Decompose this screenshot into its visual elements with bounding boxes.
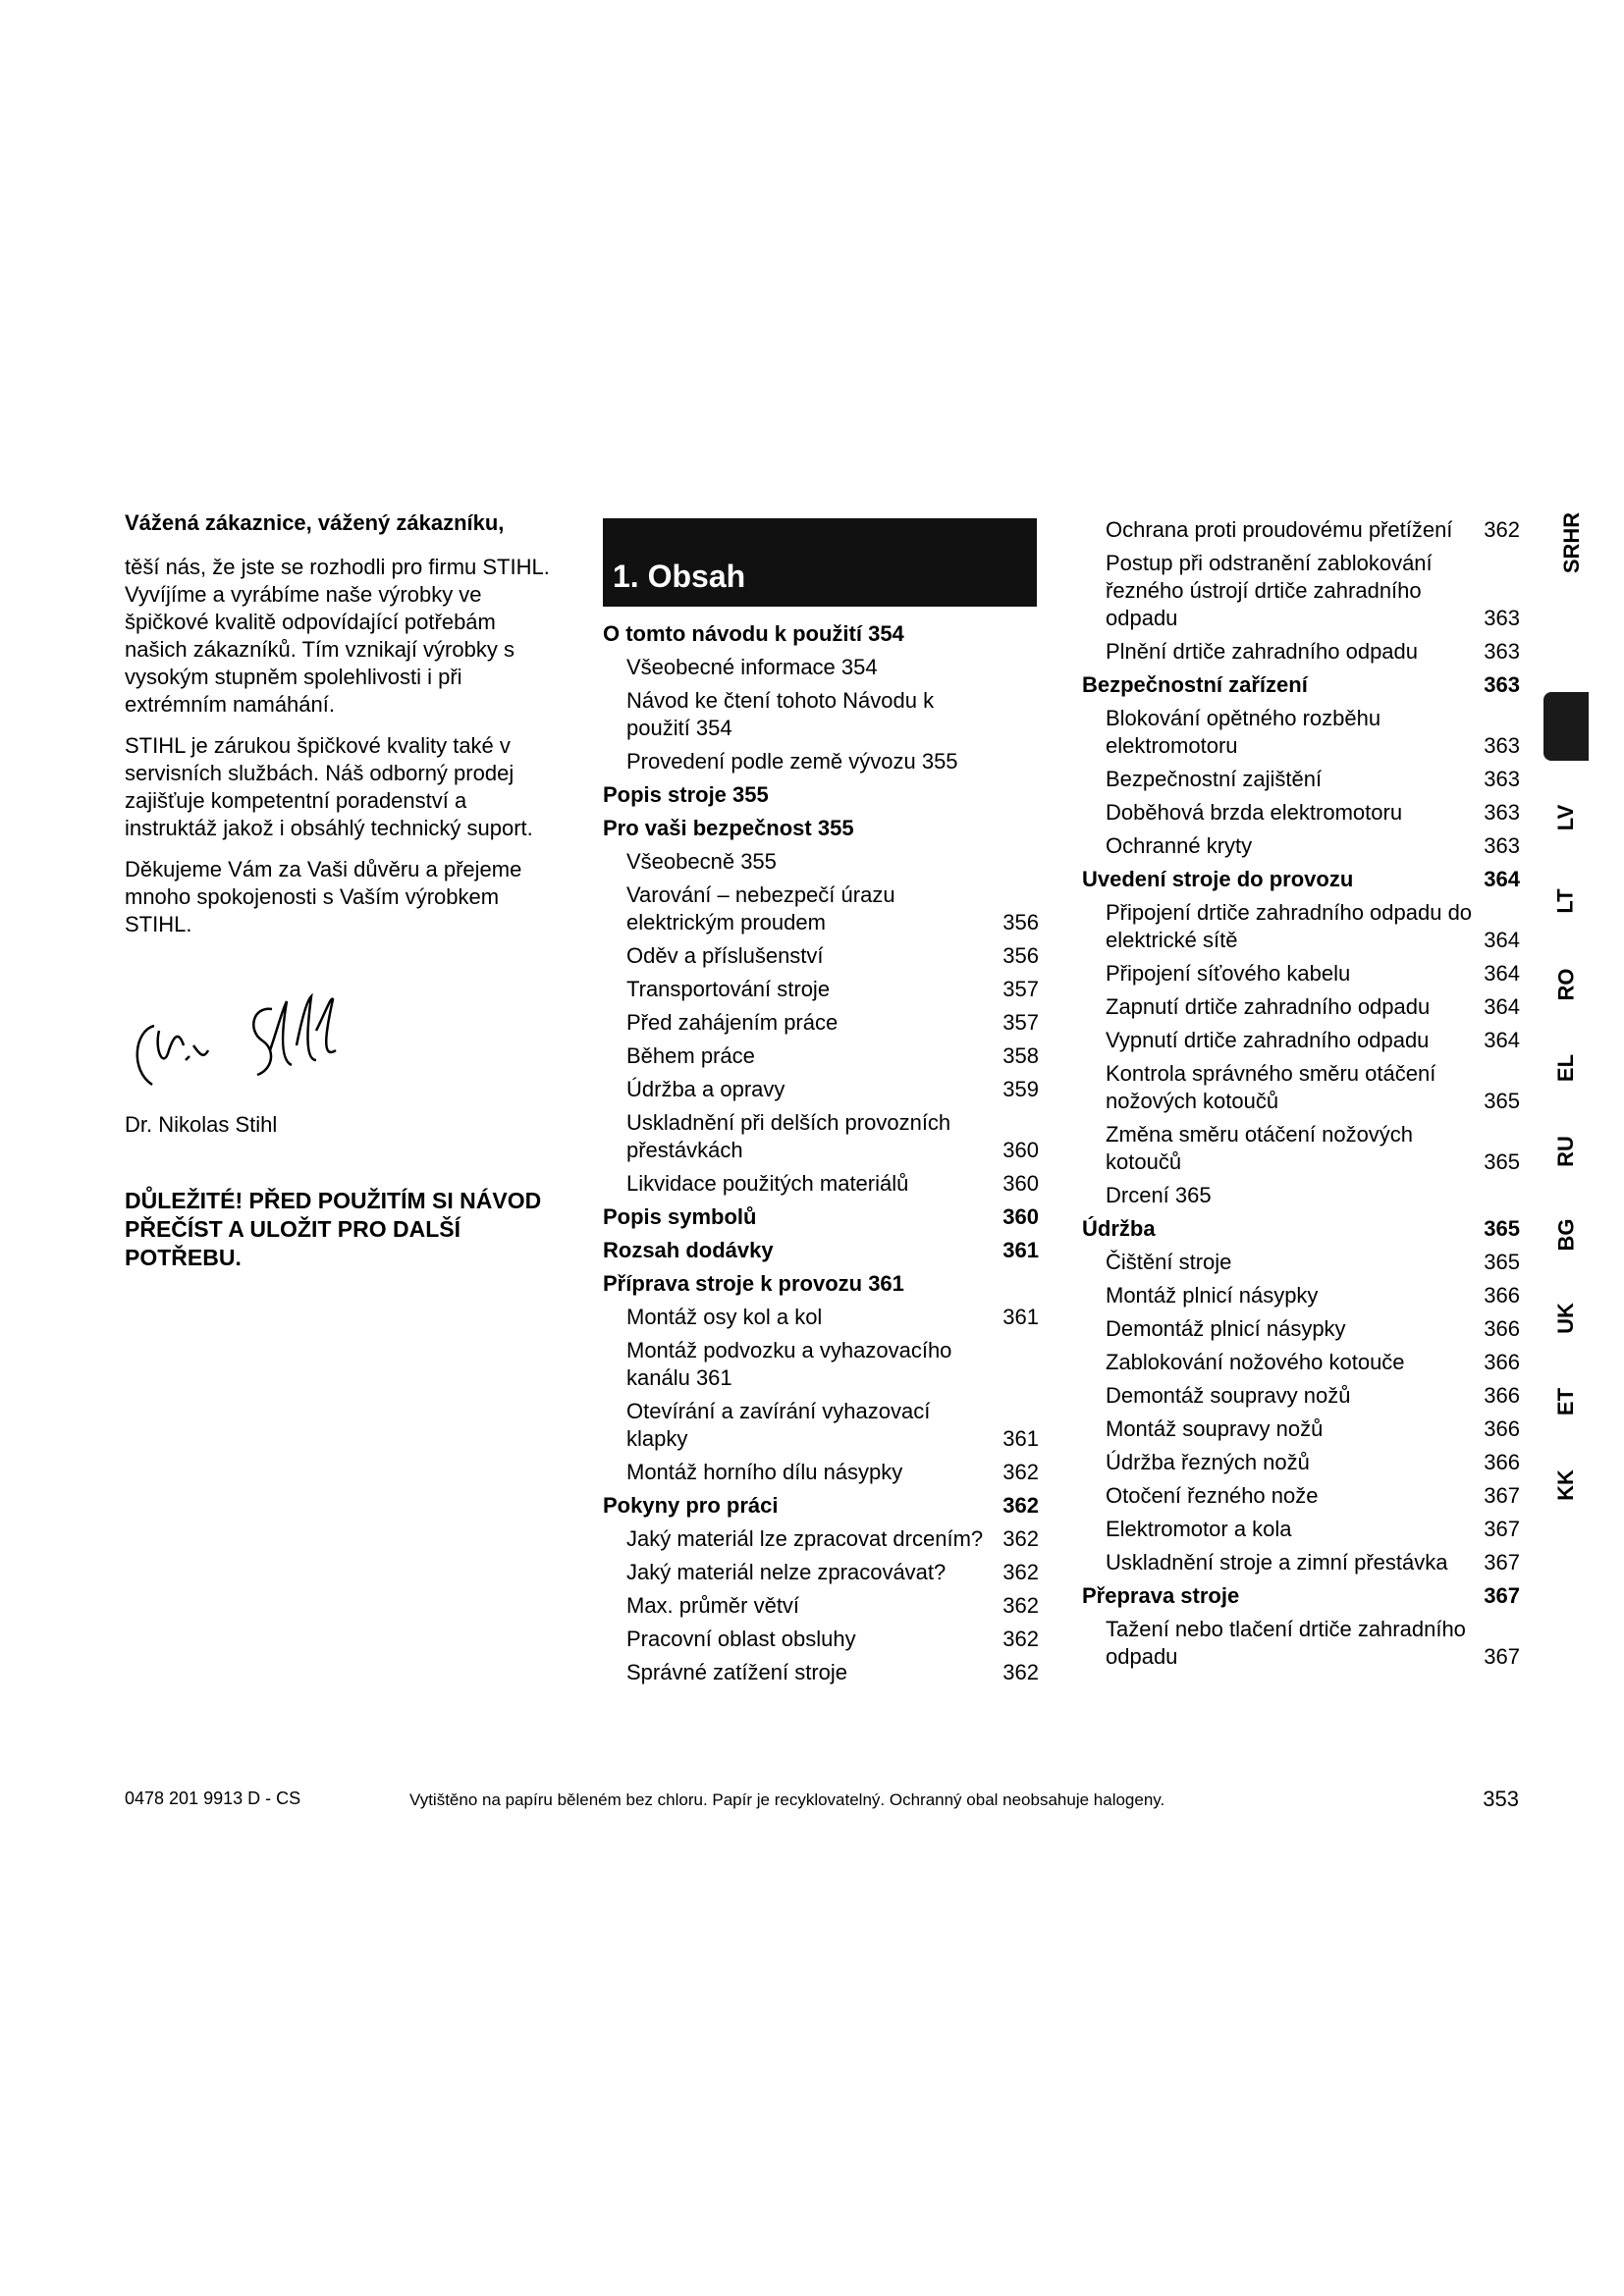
toc-entry-page: 364 <box>1484 928 1520 952</box>
toc-entry <box>1082 766 1520 793</box>
toc-entry <box>1082 866 1520 893</box>
letter <box>125 510 557 1272</box>
toc-entry-title: Max. průměr větví <box>626 1593 800 1618</box>
language-tab <box>1542 968 1591 1001</box>
toc-entry <box>1082 832 1520 860</box>
toc-entry-page: 362 <box>1002 1493 1039 1518</box>
toc-entry-page: 363 <box>1484 672 1520 697</box>
toc-entry-title: Jaký materiál lze zpracovat drcením? <box>626 1526 984 1551</box>
toc-entry-page: 364 <box>1484 867 1520 891</box>
language-tab-label: EL <box>1553 1053 1578 1083</box>
toc-entry <box>603 1525 1039 1553</box>
toc-entry-title: Popis symbolů <box>603 1204 757 1229</box>
toc-entry-page: 362 <box>1002 1526 1039 1551</box>
toc-entry <box>603 620 1039 648</box>
toc-entry <box>1082 516 1520 544</box>
toc-entry-page: 367 <box>1484 1583 1520 1608</box>
toc-entry-title: Transportování stroje <box>626 977 831 1001</box>
toc-entry-title: Tažení nebo tlačení drtiče zahradního odpadu <box>1106 1617 1466 1669</box>
toc-entry-page: 362 <box>1002 1593 1039 1618</box>
toc-title-banner <box>603 518 1037 607</box>
language-tab <box>1542 888 1591 914</box>
toc-entry-page: 361 <box>1002 1238 1039 1262</box>
toc-entry <box>603 976 1039 1003</box>
toc-entry <box>1082 960 1520 988</box>
toc-entry-page: 357 <box>1002 1010 1039 1035</box>
language-sidebar <box>1542 481 1591 1522</box>
toc-entry-title: Zablokování nožového kotouče <box>1106 1350 1405 1374</box>
toc-entry <box>603 1270 1039 1298</box>
toc-entry-title: Elektromotor a kola <box>1106 1517 1292 1541</box>
toc-entry-title: Přeprava stroje <box>1082 1583 1240 1608</box>
language-tab <box>1542 805 1591 830</box>
language-tab-label: BG <box>1553 1218 1578 1252</box>
toc-entry <box>603 1170 1039 1198</box>
toc-entry-title: Demontáž plnicí násypky <box>1106 1316 1346 1341</box>
toc-entry <box>603 687 1039 742</box>
language-tab-label: RU <box>1553 1136 1578 1167</box>
toc-entry-page: 367 <box>1484 1644 1520 1669</box>
toc-entry <box>603 942 1039 970</box>
letter-paragraph: Děkujeme Vám za Vaši důvěru a přejeme mnoho spokojenosti s Vaším výrobkem STIHL. <box>125 857 522 936</box>
toc-entry <box>1082 1121 1520 1176</box>
toc-entry <box>603 881 1039 936</box>
toc-entry-title: Montáž podvozku a vyhazovacího kanálu 361 <box>626 1338 952 1390</box>
toc-entry-page: 362 <box>1002 1627 1039 1651</box>
language-tab-label: LT <box>1553 888 1578 914</box>
toc-entry-page: 366 <box>1484 1283 1520 1308</box>
toc-entry-page: 367 <box>1484 1517 1520 1541</box>
toc-entry <box>1082 1060 1520 1115</box>
toc-entry-title: Všeobecné informace 354 <box>626 655 878 679</box>
language-tab <box>1542 1389 1591 1415</box>
toc-entry-title: Údržba a opravy <box>626 1077 785 1101</box>
toc-entry-title: Ochrana proti proudovému přetížení <box>1106 517 1453 542</box>
toc-entry-page: 362 <box>1002 1460 1039 1484</box>
toc-entry-page: 360 <box>1002 1171 1039 1196</box>
toc-entry-page: 364 <box>1484 1028 1520 1052</box>
toc-entry-page: 357 <box>1002 977 1039 1001</box>
toc-entry-title: O tomto návodu k použití 354 <box>603 621 904 646</box>
toc-entry <box>603 1459 1039 1486</box>
toc-entry <box>1082 1249 1520 1276</box>
toc-entry-title: Plnění drtiče zahradního odpadu <box>1106 639 1419 664</box>
signer-name: Dr. Nikolas Stihl <box>125 1112 278 1137</box>
footer-note: Vytištěno na papíru běleném bez chloru. Papír je recyklovatelný. Ochranný obal neobsahuje halogeny. <box>409 1790 1165 1809</box>
toc-entry <box>1082 1582 1520 1610</box>
toc-entry <box>603 1076 1039 1103</box>
toc-entry-title: Čištění stroje <box>1106 1250 1232 1274</box>
toc-entry-title: Změna směru otáčení nožových kotoučů <box>1106 1122 1414 1174</box>
letter-paragraph: těší nás, že jste se rozhodli pro firmu STIHL. Vyvíjíme a vyrábíme naše výrobky ve špičkové kvalitě odpovídající potřebám našich zákazníků. Tím vznikají výrobky s vysokým stupněm spolehlivosti i při extrémním namáhání. <box>125 555 550 717</box>
toc-entry <box>1082 1382 1520 1410</box>
toc-entry <box>603 1237 1039 1264</box>
toc-entry-title: Návod ke čtení tohoto Návodu k použití 354 <box>626 688 935 740</box>
toc-entry-page: 361 <box>1002 1426 1039 1451</box>
toc-entry <box>603 1559 1039 1586</box>
toc-entry <box>603 1492 1039 1520</box>
toc-entry <box>1082 1415 1520 1443</box>
toc-entry-title: Otevírání a zavírání vyhazovací klapky <box>626 1399 931 1451</box>
toc-entry <box>603 748 1039 775</box>
toc-entry <box>1082 671 1520 699</box>
important-notice: DŮLEŽITÉ! PŘED POUŽITÍM SI NÁVOD PŘEČÍST A ULOŽIT PRO DALŠÍ POTŘEBU. <box>125 1188 542 1270</box>
toc-entry-page: 362 <box>1002 1660 1039 1684</box>
language-tab-label: UK <box>1553 1303 1578 1334</box>
toc-entry-page: 356 <box>1002 910 1039 934</box>
toc-title: 1. Obsah <box>613 559 746 594</box>
toc-entry <box>603 815 1039 842</box>
language-tab-label: SRHR <box>1559 511 1585 574</box>
toc-entry-title: Uskladnění stroje a zimní přestávka <box>1106 1550 1448 1575</box>
language-tab <box>1542 1136 1591 1167</box>
toc-entry-page: 356 <box>1002 943 1039 968</box>
toc-entry-page: 360 <box>1002 1138 1039 1162</box>
toc-entry-page: 367 <box>1484 1483 1520 1508</box>
toc-entry-title: Bezpečnostní zajištění <box>1106 767 1323 791</box>
toc-entry <box>603 1337 1039 1392</box>
toc-entry-page: 363 <box>1484 733 1520 758</box>
toc-entry <box>1082 1482 1520 1510</box>
toc-entry <box>603 1626 1039 1653</box>
toc-entry-page: 363 <box>1484 606 1520 630</box>
toc-entry-page: 366 <box>1484 1316 1520 1341</box>
toc-entry-page: 366 <box>1484 1450 1520 1474</box>
language-tab-label: LV <box>1552 804 1578 831</box>
toc-entry-page: 365 <box>1484 1250 1520 1274</box>
toc-entry-title: Blokování opětného rozběhu elektromotoru <box>1106 706 1381 758</box>
toc-entry-page: 363 <box>1484 800 1520 825</box>
toc-entry-title: Pokyny pro práci <box>603 1493 779 1518</box>
toc-entry <box>603 781 1039 809</box>
toc-entry <box>1082 1315 1520 1343</box>
toc-entry-page: 364 <box>1484 994 1520 1019</box>
toc-entry-page: 362 <box>1002 1560 1039 1584</box>
toc-column-2 <box>1082 516 1520 1677</box>
language-tab-label: RO <box>1553 968 1578 1001</box>
toc-entry-title: Všeobecně 355 <box>626 849 777 874</box>
toc-entry <box>1082 1282 1520 1309</box>
toc-entry-title: Montáž soupravy nožů <box>1106 1416 1324 1441</box>
document-code: 0478 201 9913 D - CS <box>125 1789 301 1808</box>
letter-greeting: Vážená zákaznice, vážený zákazníku, <box>125 510 505 535</box>
toc-entry-title: Správné zatížení stroje <box>626 1660 848 1684</box>
language-tab <box>1542 1055 1591 1081</box>
toc-entry-page: 366 <box>1484 1350 1520 1374</box>
toc-entry <box>1082 799 1520 827</box>
toc-entry-title: Montáž osy kol a kol <box>626 1305 823 1329</box>
toc-entry-title: Zapnutí drtiče zahradního odpadu <box>1106 994 1431 1019</box>
page-number: 353 <box>1483 1787 1519 1811</box>
toc-entry <box>1082 1349 1520 1376</box>
active-language-tab <box>1543 692 1589 761</box>
toc-entry <box>603 1042 1039 1070</box>
toc-entry <box>1082 1182 1520 1209</box>
toc-entry <box>1082 1549 1520 1576</box>
toc-entry <box>1082 1516 1520 1543</box>
toc-entry <box>603 1398 1039 1453</box>
toc-entry-page: 365 <box>1484 1149 1520 1174</box>
toc-entry-title: Uskladnění při delších provozních přestávkách <box>626 1110 951 1162</box>
toc-entry-title: Údržba řezných nožů <box>1106 1450 1310 1474</box>
toc-entry <box>1082 1449 1520 1476</box>
toc-entry-page: 363 <box>1484 833 1520 858</box>
toc-entry <box>603 1304 1039 1331</box>
toc-entry-title: Údržba <box>1082 1216 1156 1241</box>
toc-entry <box>1082 993 1520 1021</box>
language-tab-label: ET <box>1553 1387 1578 1416</box>
toc-entry <box>603 1009 1039 1037</box>
toc-entry-page: 365 <box>1484 1089 1520 1113</box>
toc-entry-page: 366 <box>1484 1383 1520 1408</box>
toc-entry-page: 360 <box>1002 1204 1039 1229</box>
toc-entry-title: Montáž plnicí násypky <box>1106 1283 1319 1308</box>
language-tab <box>1542 511 1591 574</box>
toc-entry <box>1082 1215 1520 1243</box>
toc-entry-title: Ochranné kryty <box>1106 833 1253 858</box>
toc-entry-title: Vypnutí drtiče zahradního odpadu <box>1106 1028 1430 1052</box>
language-tab <box>1542 1303 1591 1334</box>
language-tab-label: KK <box>1553 1469 1578 1501</box>
toc-entry-page: 363 <box>1484 639 1520 664</box>
toc-entry <box>1082 705 1520 760</box>
toc-entry-title: Doběhová brzda elektromotoru <box>1106 800 1403 825</box>
language-tab <box>1542 1469 1591 1501</box>
toc-entry <box>603 1659 1039 1686</box>
toc-entry-title: Uvedení stroje do provozu <box>1082 867 1354 891</box>
toc-entry-page: 365 <box>1484 1216 1520 1241</box>
toc-entry <box>603 1109 1039 1164</box>
toc-entry-title: Pro vaši bezpečnost 355 <box>603 816 854 840</box>
toc-entry-title: Pracovní oblast obsluhy <box>626 1627 856 1651</box>
toc-entry <box>603 1592 1039 1620</box>
toc-entry-page: 364 <box>1484 961 1520 986</box>
toc-entry-title: Postup při odstranění zablokování řezného ústrojí drtiče zahradního odpadu <box>1106 551 1433 630</box>
toc-entry <box>1082 899 1520 954</box>
toc-entry-title: Montáž horního dílu násypky <box>626 1460 903 1484</box>
toc-entry-title: Otočení řezného nože <box>1106 1483 1319 1508</box>
toc-entry <box>1082 550 1520 632</box>
toc-entry-page: 367 <box>1484 1550 1520 1575</box>
toc-entry-title: Popis stroje 355 <box>603 782 769 807</box>
toc-entry-title: Provedení podle země vývozu 355 <box>626 749 958 774</box>
toc-entry-title: Před zahájením práce <box>626 1010 839 1035</box>
toc-entry-page: 359 <box>1002 1077 1039 1101</box>
toc-entry-title: Bezpečnostní zařízení <box>1082 672 1308 697</box>
toc-entry-page: 362 <box>1484 517 1520 542</box>
toc-entry-title: Oděv a příslušenství <box>626 943 824 968</box>
toc-entry <box>1082 1616 1520 1671</box>
toc-entry <box>603 1203 1039 1231</box>
toc-entry-title: Drcení 365 <box>1106 1183 1212 1207</box>
toc-entry-title: Příprava stroje k provozu 361 <box>603 1271 904 1296</box>
toc-entry-title: Připojení drtiče zahradního odpadu do elektrické sítě <box>1106 900 1473 952</box>
toc-entry-page: 358 <box>1002 1043 1039 1068</box>
toc-entry <box>603 654 1039 681</box>
signature-icon <box>125 991 341 1099</box>
toc-column-1 <box>603 620 1039 1692</box>
toc-entry-title: Rozsah dodávky <box>603 1238 774 1262</box>
toc-entry-page: 366 <box>1484 1416 1520 1441</box>
letter-paragraph: STIHL je zárukou špičkové kvality také v servisních službách. Náš odborný prodej zajišťuje kompetentní poradenství a instruktáž jakož i obsáhlý technický suport. <box>125 733 533 840</box>
toc-entry-title: Připojení síťového kabelu <box>1106 961 1351 986</box>
toc-entry-title: Demontáž soupravy nožů <box>1106 1383 1351 1408</box>
toc-entry-title: Během práce <box>626 1043 755 1068</box>
toc-entry <box>1082 638 1520 666</box>
language-tab <box>1542 1218 1591 1252</box>
toc-entry-title: Kontrola správného směru otáčení nožových kotoučů <box>1106 1061 1436 1113</box>
toc-entry-page: 363 <box>1484 767 1520 791</box>
toc-entry <box>603 848 1039 876</box>
toc-entry-page: 361 <box>1002 1305 1039 1329</box>
toc-entry <box>1082 1027 1520 1054</box>
toc-entry-title: Likvidace použitých materiálů <box>626 1171 909 1196</box>
toc-entry-title: Jaký materiál nelze zpracovávat? <box>626 1560 947 1584</box>
toc-entry-title: Varování – nebezpečí úrazu elektrickým proudem <box>626 882 895 934</box>
